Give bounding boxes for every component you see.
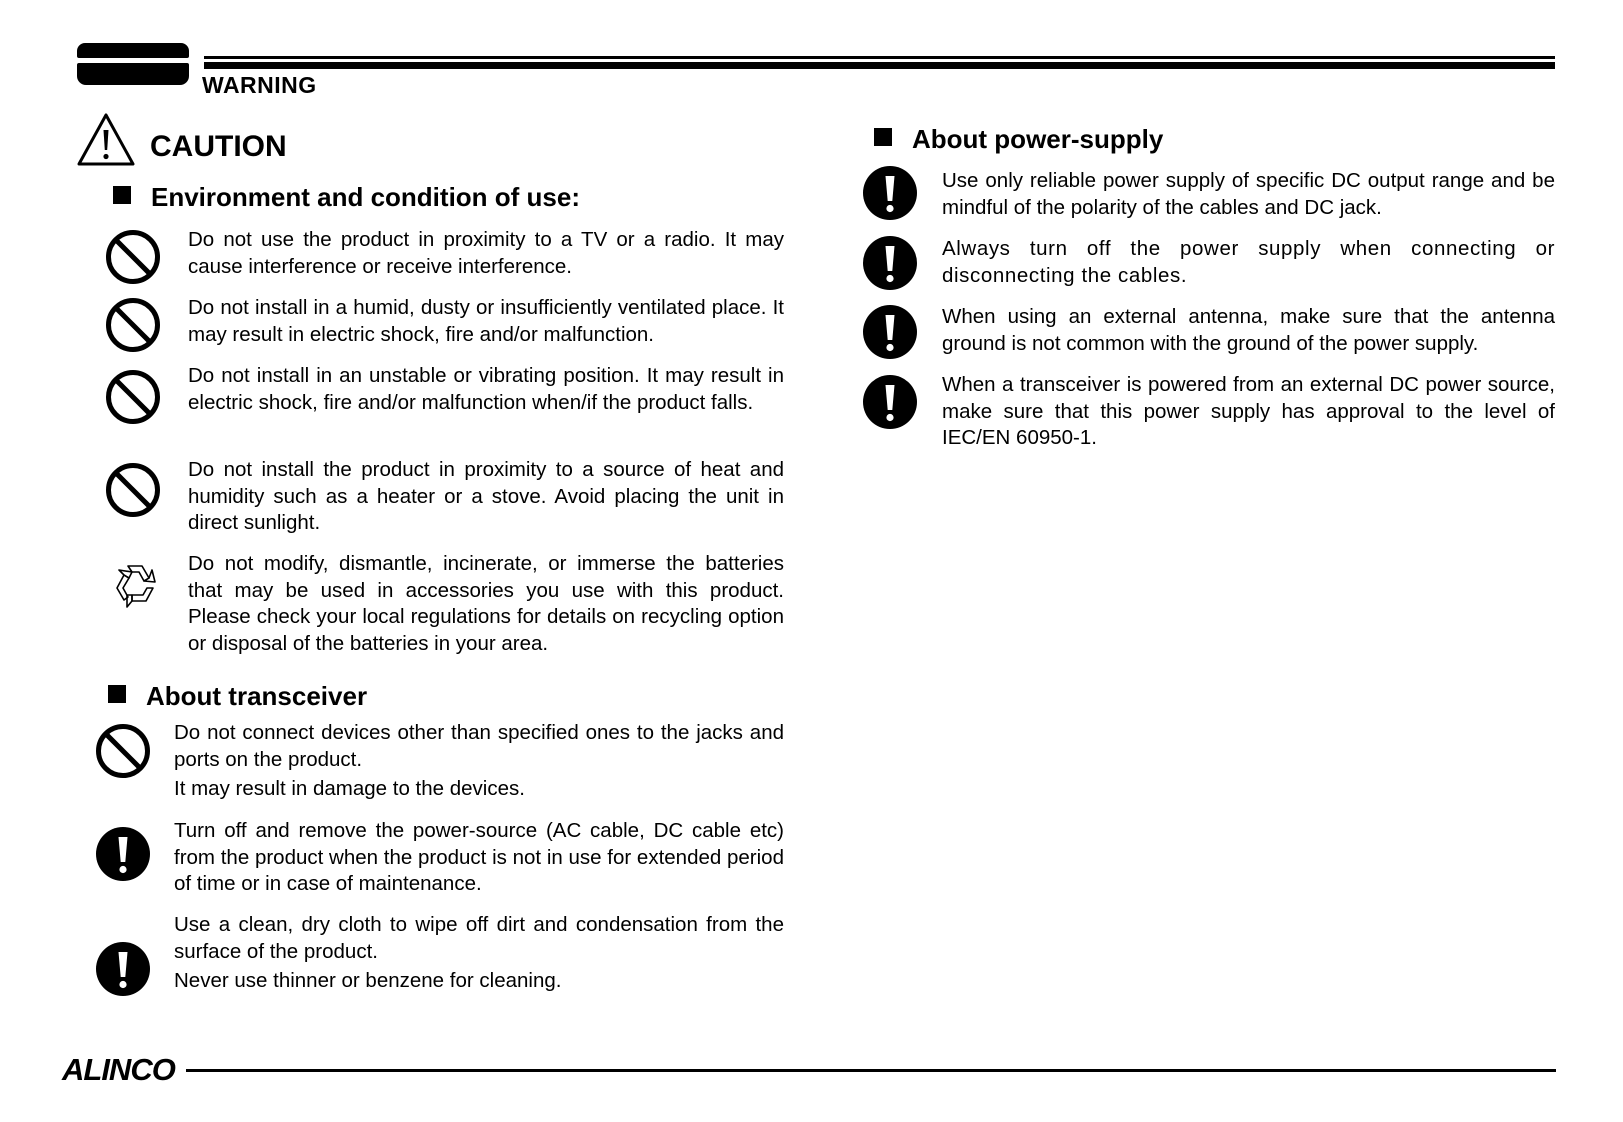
- list-item-text: Always turn off the power supply when connecting or disconnecting the cables.: [942, 237, 1555, 287]
- prohibition-icon: [104, 461, 162, 519]
- list-item-text: When a transceiver is powered from an external DC power source, make sure that this power supply has approval to the level of IEC/EN 60950-1.: [942, 373, 1555, 449]
- header-rule-thin: [204, 56, 1555, 59]
- header-tab-marker: [77, 43, 189, 85]
- list-item-text: Use a clean, dry cloth to wipe off dirt and condensation from the surface of the product. Never use thinner or benzene for cleaning.: [174, 913, 784, 992]
- exclamation-icon: [862, 235, 918, 291]
- section-heading-transceiver: About transceiver: [108, 681, 367, 712]
- exclamation-icon: [862, 374, 918, 430]
- list-item-text: Do not modify, dismantle, incinerate, or immerse the batteries that may be used in accessories you use with this product. Please check your local regulations for details on recycling option or disposal of the batteries in your area.: [188, 552, 784, 655]
- section-bullet: [113, 186, 131, 204]
- list-item-text: Do not install the product in proximity to a source of heat and humidity such as a heater or a stove. Avoid placing the unit in direct sunlight.: [188, 458, 784, 534]
- list-item-text: Do not connect devices other than specified ones to the jacks and ports on the product. It may result in damage to the devices.: [174, 721, 784, 800]
- recycle-icon: [108, 558, 162, 612]
- list-item-text: When using an external antenna, make sure that the antenna ground is not common with the ground of the power supply.: [942, 305, 1555, 355]
- list-item-text: Do not install in a humid, dusty or insufficiently ventilated place. It may result in electric shock, fire and/or malfunction.: [188, 296, 784, 346]
- list-item-text: Turn off and remove the power-source (AC cable, DC cable etc) from the product when the product is not in use for extended period of time or in case of maintenance.: [174, 819, 784, 895]
- list-item-text: Do not use the product in proximity to a TV or a radio. It may cause interference or receive interference.: [188, 228, 784, 278]
- exclamation-icon: [95, 826, 151, 882]
- section-bullet: [874, 128, 892, 146]
- caution-title: CAUTION: [150, 130, 287, 163]
- exclamation-icon: [862, 165, 918, 221]
- footer-rule: [186, 1069, 1556, 1072]
- prohibition-icon: [104, 368, 162, 426]
- prohibition-icon: [104, 228, 162, 286]
- prohibition-icon: [94, 722, 152, 780]
- header-label: WARNING: [202, 72, 317, 98]
- section-heading-environment: Environment and condition of use:: [113, 182, 580, 213]
- exclamation-icon: [95, 941, 151, 997]
- section-heading-power-supply: About power-supply: [874, 124, 1163, 155]
- prohibition-icon: [104, 296, 162, 354]
- header-rule-thick: [204, 62, 1555, 69]
- list-item-text: Use only reliable power supply of specific DC output range and be mindful of the polarity of the cables and DC jack.: [942, 169, 1555, 219]
- warning-triangle-icon: [76, 112, 136, 168]
- exclamation-icon: [862, 304, 918, 360]
- section-bullet: [108, 685, 126, 703]
- list-item-text: Do not install in an unstable or vibrating position. It may result in electric shock, fire and/or malfunction when/if the product falls.: [188, 364, 784, 414]
- alinco-logo: ALINCO: [62, 1052, 175, 1087]
